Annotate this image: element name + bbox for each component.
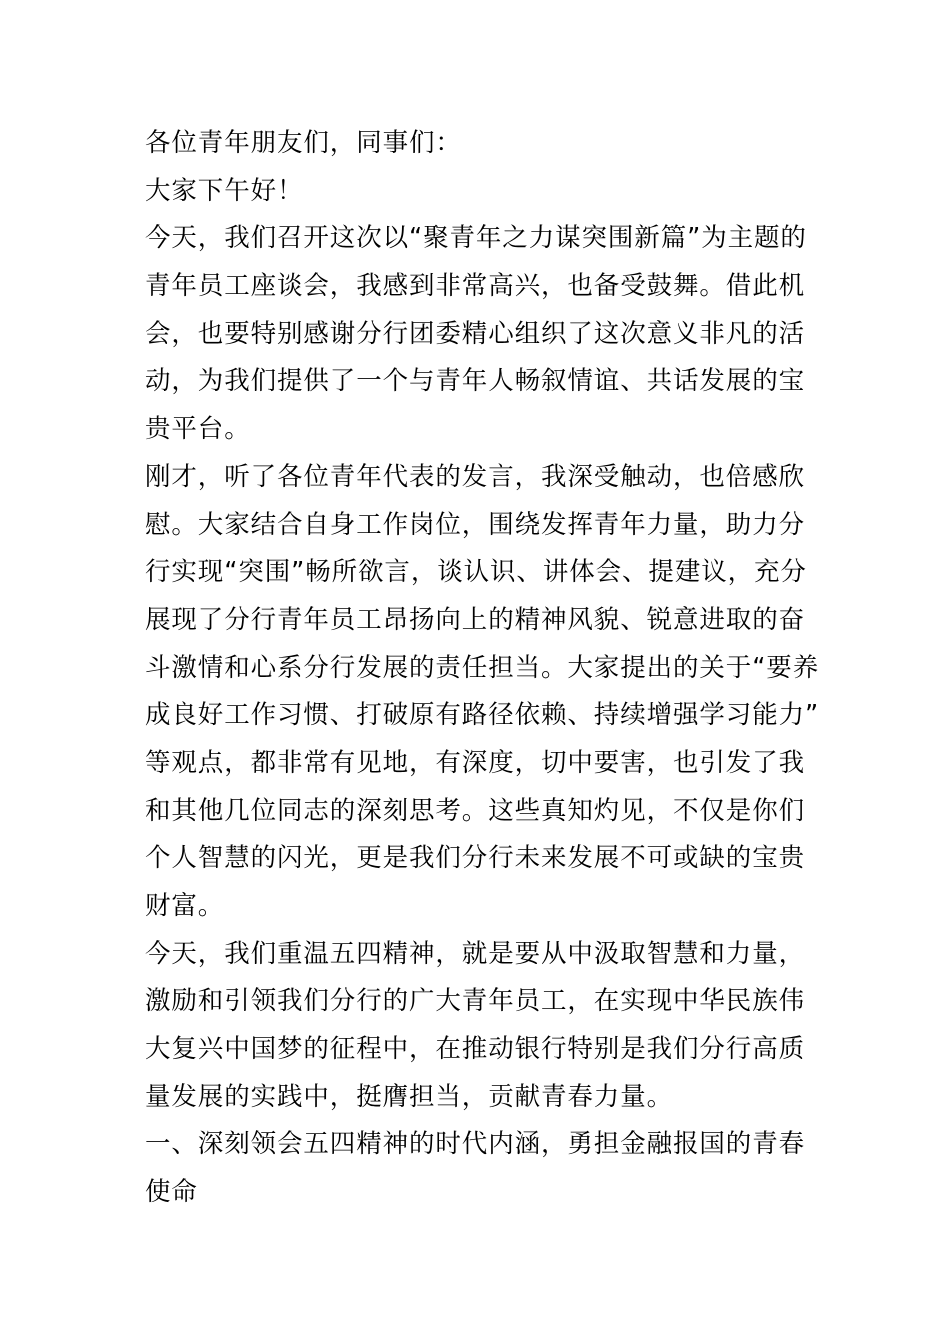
text-line: 等观点，都非常有见地，有深度，切中要害，也引发了我 [145, 747, 806, 778]
text-line: 动，为我们提供了一个与青年人畅叙情谊、共话发展的宝 [145, 366, 806, 397]
paragraph-reflection [145, 454, 820, 931]
section-heading-1 [145, 1121, 810, 1216]
text-line: 今天，我们重温五四精神，就是要从中汲取智慧和力量， [145, 938, 806, 969]
text-line: 一、深刻领会五四精神的时代内涵，勇担金融报国的青春 [145, 1129, 806, 1160]
text-line: 慰。大家结合自身工作岗位，围绕发挥青年力量，助力分 [145, 509, 806, 540]
text-line: 激励和引领我们分行的广大青年员工，在实现中华民族伟 [145, 986, 806, 1017]
text-line: 各位青年朋友们，同事们： [145, 128, 462, 158]
salutation [145, 168, 810, 216]
text-line: 会，也要特别感谢分行团委精心组织了这次意义非凡的活 [145, 318, 806, 349]
text-line: 个人智慧的闪光，更是我们分行未来发展不可或缺的宝贵 [145, 843, 806, 874]
text-line: 斗激情和心系分行发展的责任担当。大家提出的关于“要养 [145, 652, 820, 683]
greeting [145, 120, 810, 168]
text-line: 大复兴中国梦的征程中，在推动银行特别是我们分行高质 [145, 1034, 806, 1065]
text-line: 行实现“突围”畅所欲言，谈认识、讲体会、提建议，充分 [145, 557, 807, 588]
text-line: 刚才，听了各位青年代表的发言，我深受触动，也倍感欣 [145, 461, 806, 492]
text-line: 展现了分行青年员工昂扬向上的精神风貌、锐意进取的奋 [145, 604, 806, 635]
text-line: 成良好工作习惯、打破原有路径依赖、持续增强学习能力” [145, 700, 820, 731]
text-line: 今天，我们召开这次以“聚青年之力谋突围新篇”为主题的 [145, 223, 807, 254]
text-line: 财富。 [145, 891, 225, 921]
text-line: 和其他几位同志的深刻思考。这些真知灼见，不仅是你们 [145, 795, 806, 826]
document-body [145, 120, 820, 1217]
paragraph-may-fourth [145, 931, 810, 1122]
text-line: 量发展的实践中，挺膺担当，贡献青春力量。 [145, 1081, 674, 1112]
text-line: 使命 [145, 1177, 198, 1208]
text-line: 青年员工座谈会，我感到非常高兴，也备受鼓舞。借此机 [145, 271, 806, 302]
text-line: 大家下午好！ [145, 175, 304, 206]
text-line: 贵平台。 [145, 414, 251, 445]
paragraph-opening [145, 215, 810, 453]
